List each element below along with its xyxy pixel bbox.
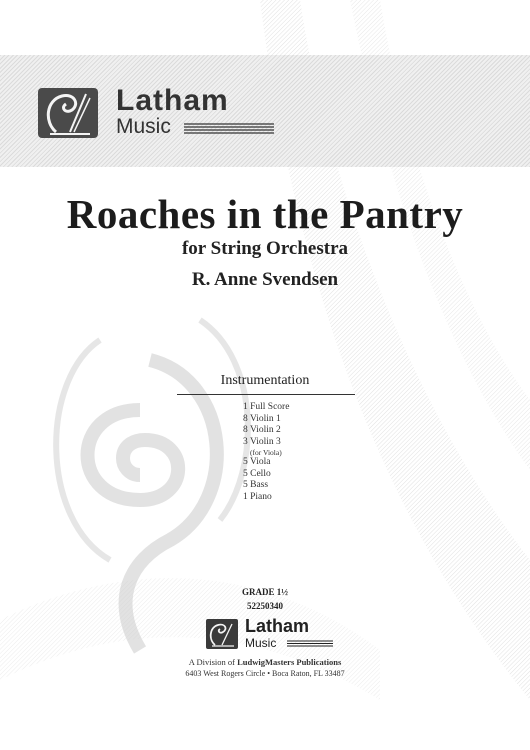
publisher-logo — [36, 82, 246, 142]
list-item-note: (for Viola) — [250, 448, 282, 457]
list-item: 1 Piano — [243, 491, 272, 502]
list-item: 8 Violin 2 — [243, 425, 281, 435]
catalog-number: 52250340 — [247, 601, 283, 611]
list-item: 3 Violin 3 — [243, 436, 281, 447]
logo-rule-lines — [184, 122, 274, 134]
list-item: 1 Full Score — [243, 402, 290, 412]
list-item: 5 Bass — [243, 480, 269, 490]
list-item: 8 Violin 1 — [243, 413, 281, 424]
publisher-address: 6403 West Rogers Circle • Boca Raton, FL 33487 — [185, 669, 345, 678]
division-name: LudwigMasters Publications — [237, 657, 342, 667]
list-item: 5 Cello — [243, 468, 271, 479]
lyre-logo-icon — [205, 617, 239, 651]
publisher-name-line1: Latham — [245, 616, 310, 636]
publisher-name-line1: Latham — [116, 84, 229, 117]
composer-name: R. Anne Svendsen — [191, 269, 339, 290]
publisher-logo-small — [205, 617, 335, 651]
division-prefix: A Division of — [188, 657, 235, 667]
logo-rule-lines — [287, 640, 333, 648]
list-item: 5 Viola — [243, 457, 271, 467]
lyre-logo-icon — [36, 82, 102, 142]
grade-label: GRADE 1½ — [241, 587, 288, 597]
publisher-division — [0, 657, 530, 667]
page-title: Roaches in the Pantry — [66, 191, 464, 237]
instrumentation-list — [243, 402, 289, 503]
subtitle: for String Orchestra — [181, 238, 349, 259]
instrumentation-heading: Instrumentation — [220, 373, 310, 388]
publisher-name-line2: Music — [116, 115, 171, 138]
publisher-name-line2: Music — [245, 636, 277, 650]
instrumentation-divider — [177, 394, 355, 395]
